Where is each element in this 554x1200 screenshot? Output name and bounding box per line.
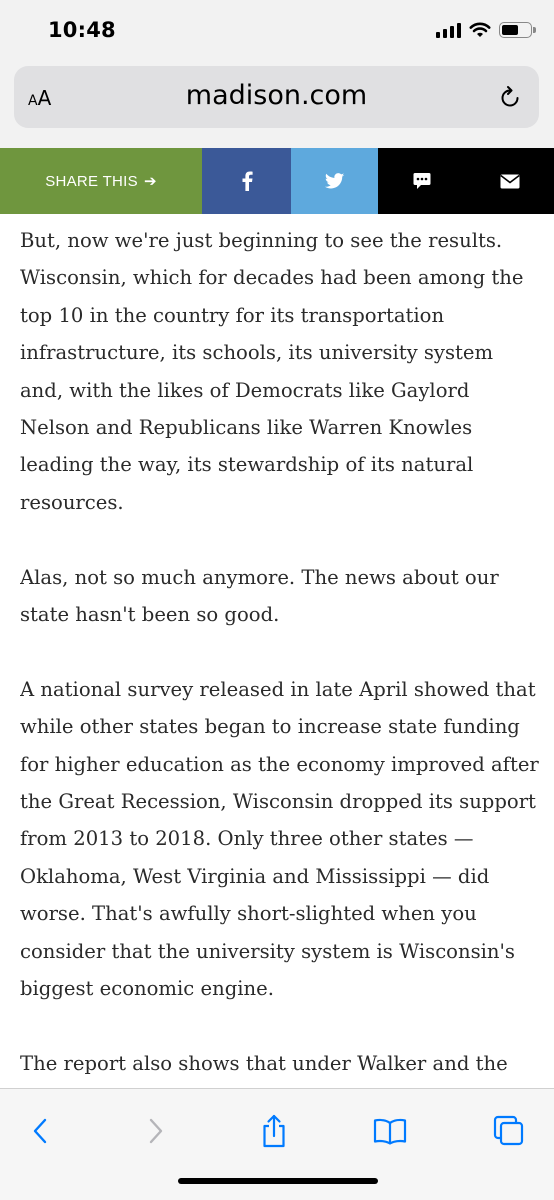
twitter-share-button[interactable]: [291, 148, 378, 214]
email-share-button[interactable]: [466, 148, 554, 214]
forward-icon: [148, 1118, 164, 1144]
facebook-share-button[interactable]: [202, 148, 291, 214]
sms-icon: [413, 172, 431, 190]
home-indicator: [178, 1178, 378, 1184]
bookmarks-icon: [373, 1117, 407, 1145]
back-icon: [32, 1118, 48, 1144]
url-text[interactable]: madison.com: [185, 80, 368, 111]
share-this-label: SHARE THIS: [45, 172, 138, 190]
battery-icon: [499, 22, 532, 38]
share-bar: [0, 148, 554, 214]
text-size-large-label: A: [37, 86, 52, 110]
back-button[interactable]: [20, 1111, 60, 1151]
status-time: 10:48: [48, 18, 116, 42]
sms-share-button[interactable]: [378, 148, 466, 214]
article-paragraph: The report also shows that under Walker and the: [20, 1051, 508, 1075]
tabs-button[interactable]: [489, 1111, 529, 1151]
bookmarks-button[interactable]: [370, 1111, 410, 1151]
status-icons: [436, 22, 532, 38]
wifi-icon: [469, 22, 491, 38]
arrow-right-icon: ➔: [143, 173, 157, 190]
article-paragraph: But, now we're just beginning to see the results. Wisconsin, which for decades had been among the top 10 in the country for its transportation infrastructure, its schools, its university system and, with the likes of Democrats like Gaylord Nelson and Republicans like Warren Knowles leading the way, its stewardship of its natural resources.: [20, 229, 524, 514]
share-this-button[interactable]: [0, 148, 202, 214]
reload-icon[interactable]: [497, 84, 523, 110]
forward-button[interactable]: [136, 1111, 176, 1151]
browser-header: [0, 60, 554, 150]
status-bar: [0, 0, 554, 60]
article-paragraph: A national survey released in late April showed that while other states began to increase state funding for higher education as the economy improved after the Great Recession, Wisconsin dropped its support from 2013 to 2018. Only three other states — Oklahoma, West Virginia and Mississippi — did worse. That's awfully short-slighted when you consider that the university system is Wisconsin's biggest economic engine.: [20, 677, 539, 1001]
email-icon: [500, 174, 520, 189]
signal-icon: [436, 22, 461, 38]
article-body: [20, 222, 540, 1090]
tabs-icon: [493, 1115, 525, 1147]
share-button[interactable]: [254, 1111, 294, 1151]
article-paragraph: Alas, not so much anymore. The news about our state hasn't been so good.: [20, 565, 499, 627]
twitter-icon: [325, 173, 345, 189]
facebook-icon: [241, 171, 253, 191]
battery-fill: [502, 25, 518, 35]
share-icon: [260, 1114, 288, 1148]
address-bar[interactable]: [14, 66, 539, 128]
text-size-small-label: A: [28, 93, 38, 109]
